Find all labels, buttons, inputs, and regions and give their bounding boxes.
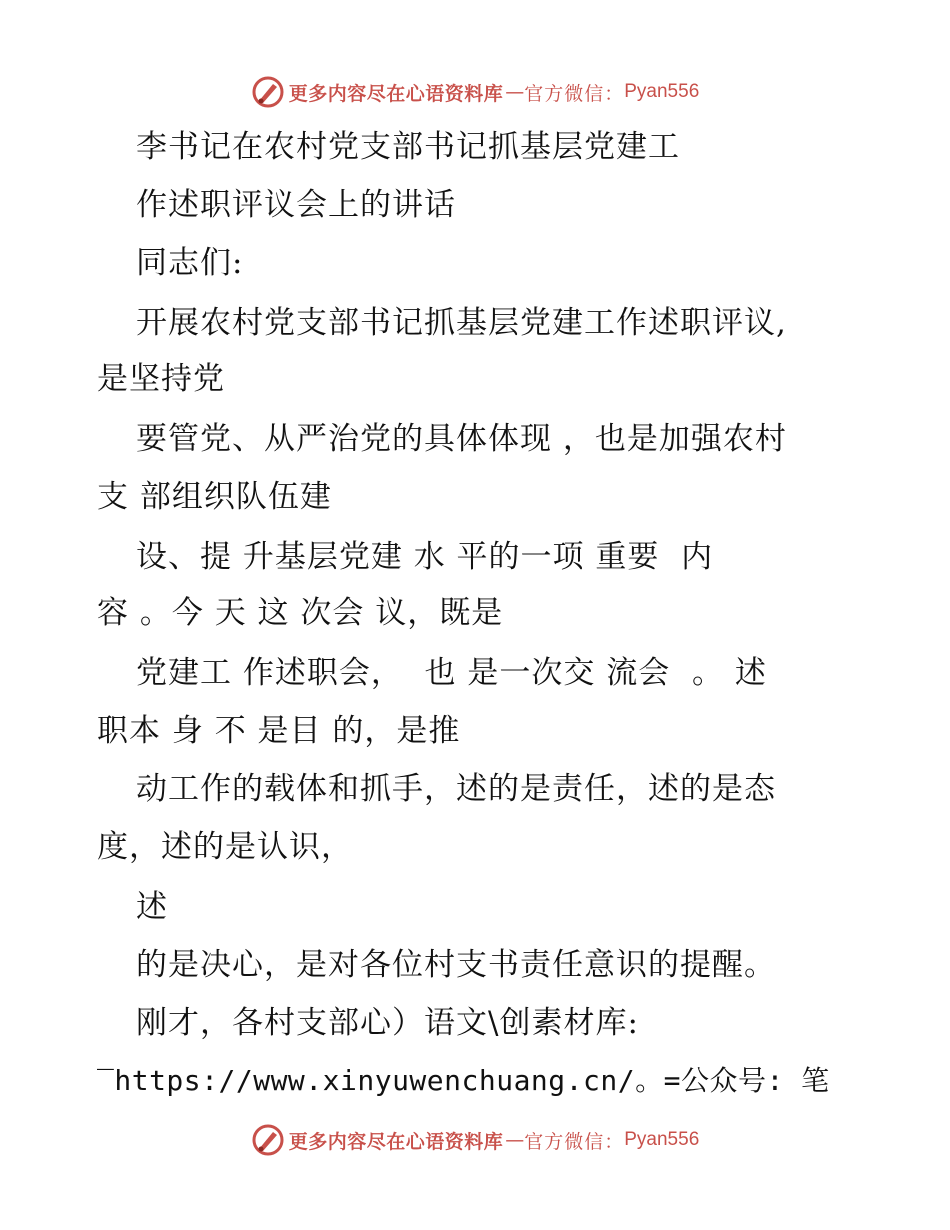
banner-dash: — <box>505 81 523 103</box>
banner-main-text: 更多内容尽在心语资料库 <box>288 82 504 105</box>
doc-line: 要管党、从严治党的具体体现 ，也是加强农村 <box>136 421 787 457</box>
banner-main-text: 更多内容尽在心语资料库 <box>288 1130 504 1153</box>
doc-line: 是坚持党 <box>97 361 225 397</box>
doc-line-url: ‾https://www.xinyuwenchuang.cn/。=公众号: 笔 <box>97 1064 830 1097</box>
doc-line: 开展农村党支部书记抓基层党建工作述职评议, <box>136 305 787 341</box>
doc-line: 度，述的是认识， <box>97 829 353 865</box>
doc-line: 李书记在农村党支部书记抓基层党建工 <box>136 129 680 165</box>
doc-line: 的是决心，是对各位村支书责任意识的提醒。 <box>136 947 776 983</box>
doc-line: 职本 身 不 是目 的，是推 <box>97 713 461 749</box>
banner-dash: — <box>505 1129 523 1151</box>
doc-line: 设、提 升基层党建 水 平的一项 重要 内 <box>136 539 714 575</box>
doc-line: 容 。今 天 这 次会 议，既是 <box>97 595 504 631</box>
doc-line: 动工作的载体和抓手，述的是责任，述的是态 <box>136 771 776 807</box>
banner-wechat-label: 官方微信： <box>524 82 625 105</box>
banner-wechat-id: Pyan556 <box>624 1129 700 1150</box>
banner-wechat-label: 官方微信： <box>524 1130 625 1153</box>
header-watermark <box>0 72 950 112</box>
footer-watermark <box>0 1120 950 1160</box>
banner-wechat-id: Pyan556 <box>624 81 700 102</box>
doc-line: 述 <box>136 889 168 925</box>
doc-line: 作述职评议会上的讲话 <box>136 187 456 223</box>
doc-line: 党建工 作述职会， 也 是一次交 流会 。 述 <box>136 655 767 691</box>
doc-line: 同志们: <box>136 245 244 281</box>
pen-logo-icon <box>251 1123 285 1157</box>
doc-line: 支 部组织队伍建 <box>97 479 332 515</box>
pen-logo-icon <box>251 75 285 109</box>
doc-line: 刚才，各村支部心）语文\创素材库: <box>136 1005 639 1041</box>
